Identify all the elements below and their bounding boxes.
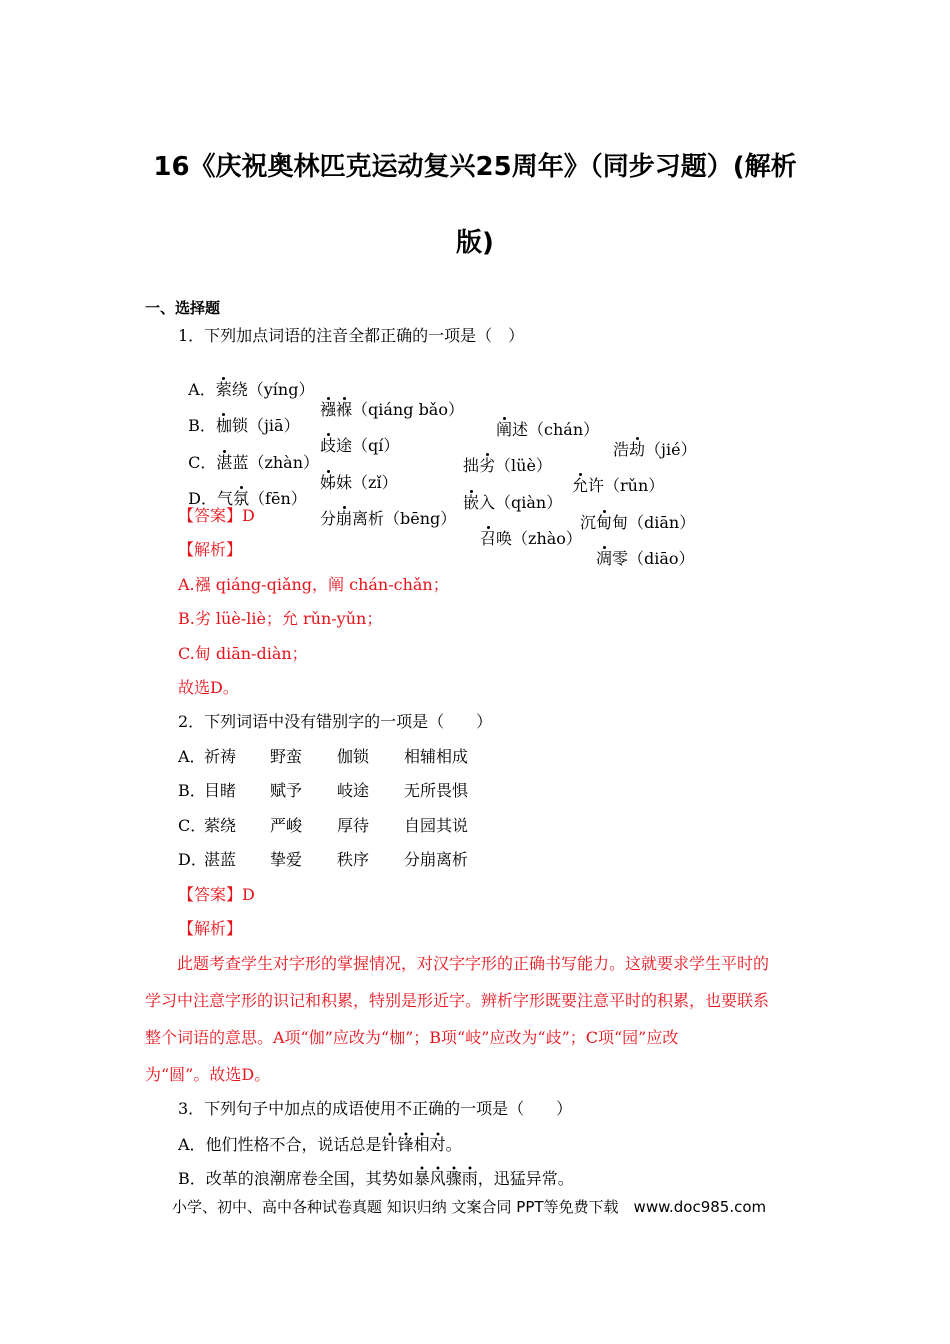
q2-answer: 【答案】D — [178, 885, 255, 904]
q1-option-a: A．萦绕（yíng） 襁褓（qiáng bǎo） 阐述（chán） 浩劫（jié） — [188, 380, 697, 459]
dotted-idiom: 暴风骤雨 — [414, 1166, 478, 1188]
q2-analysis-line: 学习中注意字形的识记和积累，特别是形近字。辨析字形既要注意平时的积累，也要联系 — [145, 991, 770, 1010]
q3-option-a: A．他们性格不合，说话总是针锋相对。 — [178, 1135, 462, 1155]
q3-stem: 3．下列句子中加点的成语使用不正确的一项是（ ） — [178, 1099, 573, 1118]
q2-analysis-line: 整个词语的意思。A项“伽”应改为“枷”；B项“岐”应改为“歧”；C项“园”应改 — [145, 1028, 679, 1047]
q1-answer: 【答案】D — [178, 506, 255, 525]
q1-stem: 1．下列加点词语的注音全都正确的一项是（ ） — [178, 326, 525, 345]
document-title-line1: 16《庆祝奥林匹克运动复兴25周年》（同步习题）(解析 — [153, 152, 797, 182]
q1-option-c: C．湛蓝（zhàn） 姊妹（zǐ） 嵌入（qiàn） 沉甸甸（diān） — [188, 453, 696, 532]
section-heading: 一、选择题 — [145, 299, 221, 317]
q1-analysis-line: B.劣 lüè-liè；允 rǔn-yǔn； — [178, 609, 383, 628]
q2-analysis-heading: 【解析】 — [178, 919, 243, 938]
q2-stem: 2．下列词语中没有错别字的一项是（ ） — [178, 712, 493, 731]
q1-analysis-line: C.甸 diān-diàn； — [178, 644, 308, 663]
q1-analysis-line: 故选D。 — [178, 678, 239, 697]
q3-option-b: B．改革的浪潮席卷全国，其势如暴风骤雨，迅猛异常。 — [178, 1169, 574, 1189]
document-title-line2: 版) — [456, 228, 494, 258]
q1-option-d: D．气氛（fēn） 分崩离析（bēng） 召唤（zhào） 凋零（diāo） — [188, 489, 695, 568]
q2-analysis-line: 为“圆”。故选D。 — [145, 1065, 271, 1084]
q1-option-b: B．枷锁（jiā） 歧途（qí） 拙劣（lüè） 允许（rǔn） — [188, 416, 665, 495]
q1-analysis-heading: 【解析】 — [178, 540, 243, 559]
q1-analysis-line: A.襁 qiáng-qiǎng，阐 chán-chǎn； — [178, 575, 449, 594]
footer-text: 小学、初中、高中各种试卷真题 知识归纳 文案合同 PPT等免费下载 www.doc985.com — [172, 1198, 767, 1216]
dotted-idiom: 针锋相对 — [382, 1132, 446, 1154]
q2-analysis-line: 此题考查学生对字形的掌握情况，对汉字字形的正确书写能力。这就要求学生平时的 — [145, 954, 770, 973]
